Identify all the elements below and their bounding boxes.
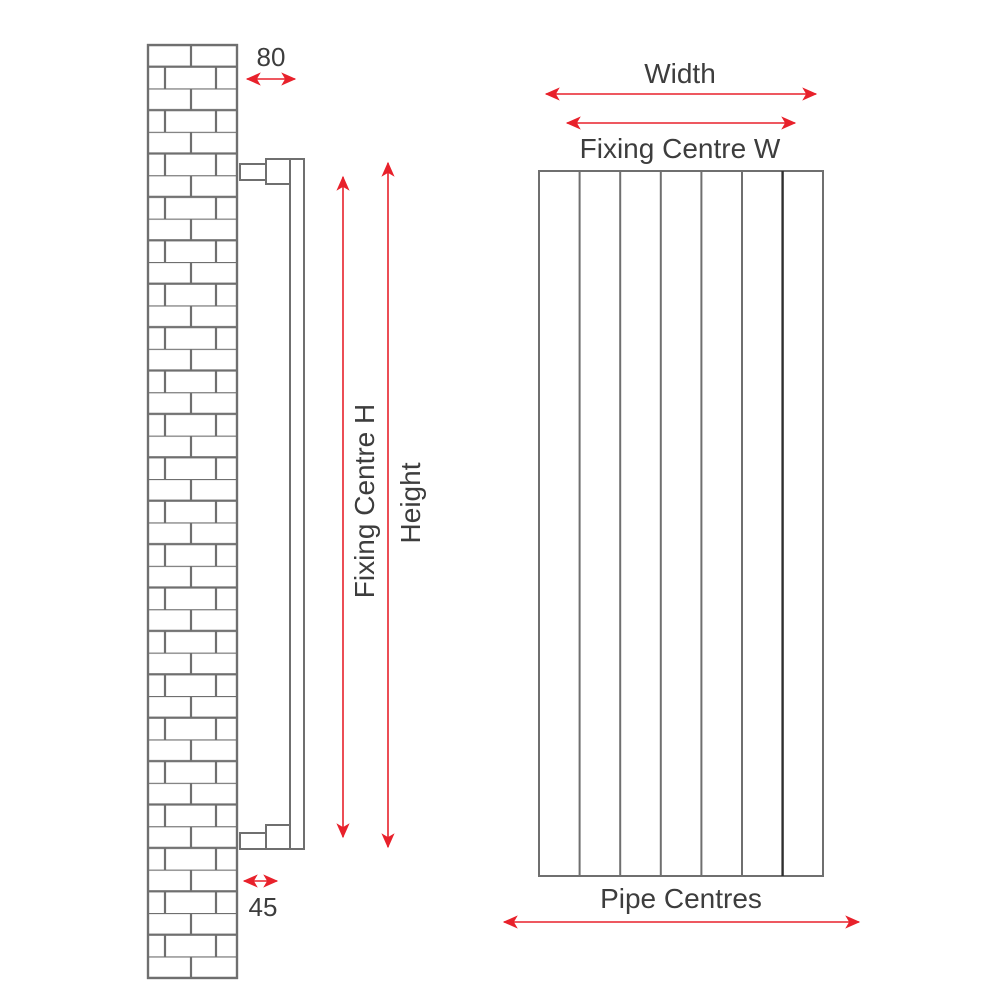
fixing-centre-w-label: Fixing Centre W: [579, 133, 781, 164]
radiator-side-panel: [290, 159, 304, 849]
offset-top-label: 80: [256, 42, 286, 72]
side-view: [148, 42, 426, 978]
top-pipe-stub: [240, 164, 267, 180]
radiator-front-panel: [539, 171, 823, 876]
pipe-centres-label: Pipe Centres: [600, 883, 762, 914]
fixing-centre-h-label: Fixing Centre H: [349, 403, 380, 599]
height-label: Height: [395, 462, 426, 544]
top-wall-bracket: [266, 159, 292, 184]
width-label: Width: [644, 58, 716, 89]
front-view: [504, 58, 859, 922]
bottom-pipe-stub: [240, 833, 267, 849]
brick-wall: [148, 45, 237, 978]
bottom-wall-bracket: [266, 825, 292, 849]
offset-bottom-label: 45: [248, 892, 278, 922]
